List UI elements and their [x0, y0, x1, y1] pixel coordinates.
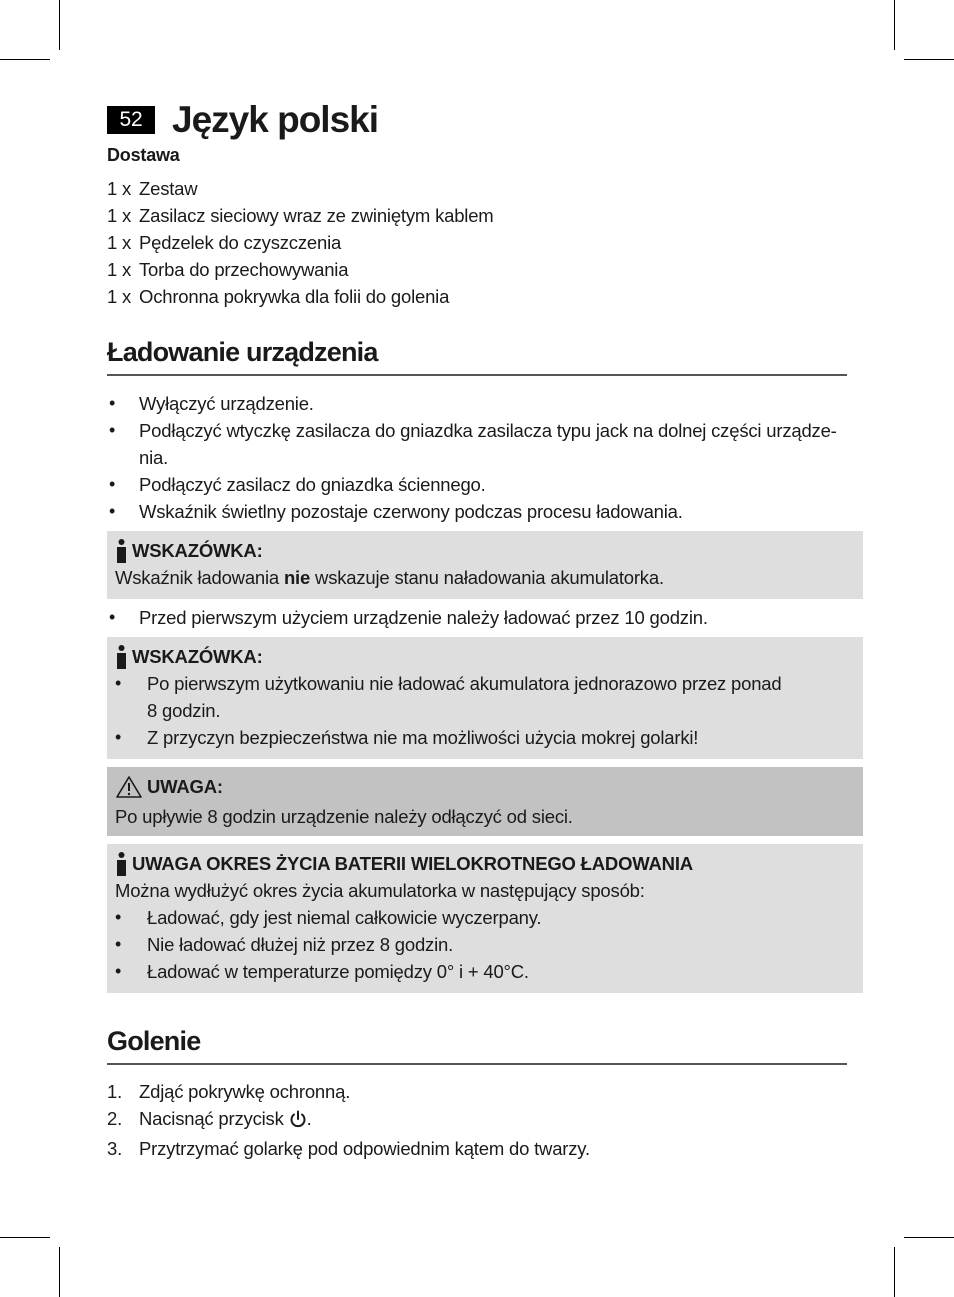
list-item: • Ładować, gdy jest niemal całkowicie wyczerpany. — [115, 904, 855, 931]
crop-mark — [904, 59, 954, 60]
list-item: • Nie ładować dłużej niż przez 8 godzin. — [115, 931, 855, 958]
warning-text: Po upływie 8 godzin urządzenie należy odłączyć od sieci. — [115, 806, 573, 827]
charging-heading: Ładowanie urządzenia — [107, 337, 847, 376]
charging-steps-list — [107, 390, 847, 525]
crop-mark — [904, 1237, 954, 1238]
crop-mark — [59, 1247, 60, 1297]
battery-note-box — [107, 844, 863, 993]
list-item: • Po pierwszym użytkowaniu nie ładować akumulatora jednorazowo przez ponad 8 godzin. — [115, 670, 855, 724]
list-item: 3. Przytrzymać golarkę pod odpowiednim kątem do twarzy. — [107, 1138, 590, 1159]
hint-box — [107, 531, 863, 599]
list-item: • Z przyczyn bezpieczeństwa nie ma możliwości użycia mokrej golarki! — [115, 724, 855, 751]
page-header — [107, 98, 378, 142]
warning-box — [107, 767, 863, 836]
delivery-title: Dostawa — [107, 145, 180, 165]
hint-text: Wskaźnik ładowania nie wskazuje stanu naładowania akumulatorka. — [115, 567, 664, 588]
list-item: 1 x Zasilacz sieciowy wraz ze zwiniętym kablem — [107, 205, 494, 226]
delivery-list — [107, 175, 847, 310]
hint-list — [115, 670, 855, 751]
list-item: 1 x Ochronna pokrywka dla folii do golenia — [107, 286, 450, 307]
list-item: 1. Zdjąć pokrywkę ochronną. — [107, 1081, 351, 1102]
list-item: • Podłączyć wtyczkę zasilacza do gniazdka zasilacza typu jack na dolnej części urządze- nia. — [107, 417, 847, 471]
shaving-steps — [107, 1078, 847, 1162]
crop-mark — [894, 0, 895, 50]
hint-title: WSKAZÓWKA: — [132, 540, 263, 561]
crop-mark — [0, 59, 50, 60]
list-item: • Przed pierwszym użyciem urządzenie należy ładować przez 10 godzin. — [107, 604, 847, 631]
warning-title: UWAGA: — [147, 776, 223, 797]
crop-mark — [0, 1237, 50, 1238]
page-number: 52 — [107, 106, 155, 134]
power-icon — [289, 1108, 307, 1135]
page-title: Język polski — [172, 99, 379, 140]
list-item: • Wyłączyć urządzenie. — [107, 390, 847, 417]
list-item: 1 x Pędzelek do czyszczenia — [107, 232, 342, 253]
list-item: • Wskaźnik świetlny pozostaje czerwony podczas procesu ładowania. — [107, 498, 847, 525]
crop-mark — [894, 1247, 895, 1297]
info-icon — [115, 852, 128, 876]
list-item: 2. Nacisnąć przycisk . — [107, 1105, 847, 1135]
battery-note-title: UWAGA OKRES ŻYCIA BATERII WIELOKROTNEGO ŁADOWANIA — [132, 853, 693, 874]
list-item: • Podłączyć zasilacz do gniazdka ściennego. — [107, 471, 847, 498]
list-item: 1 x Torba do przechowywania — [107, 259, 349, 280]
list-item: 1 x Zestaw — [107, 178, 198, 199]
hint-box — [107, 637, 863, 759]
shaving-heading: Golenie — [107, 1026, 847, 1065]
list-item: • Ładować w temperaturze pomiędzy 0° i + 40°C. — [115, 958, 855, 985]
charging-extra-list — [107, 604, 847, 631]
battery-note-list — [115, 904, 855, 985]
info-icon — [115, 539, 128, 563]
battery-note-intro: Można wydłużyć okres życia akumulatorka w następujący sposób: — [115, 880, 645, 901]
crop-mark — [59, 0, 60, 50]
info-icon — [115, 645, 128, 669]
warning-triangle-icon — [115, 775, 143, 799]
hint-title: WSKAZÓWKA: — [132, 646, 263, 667]
